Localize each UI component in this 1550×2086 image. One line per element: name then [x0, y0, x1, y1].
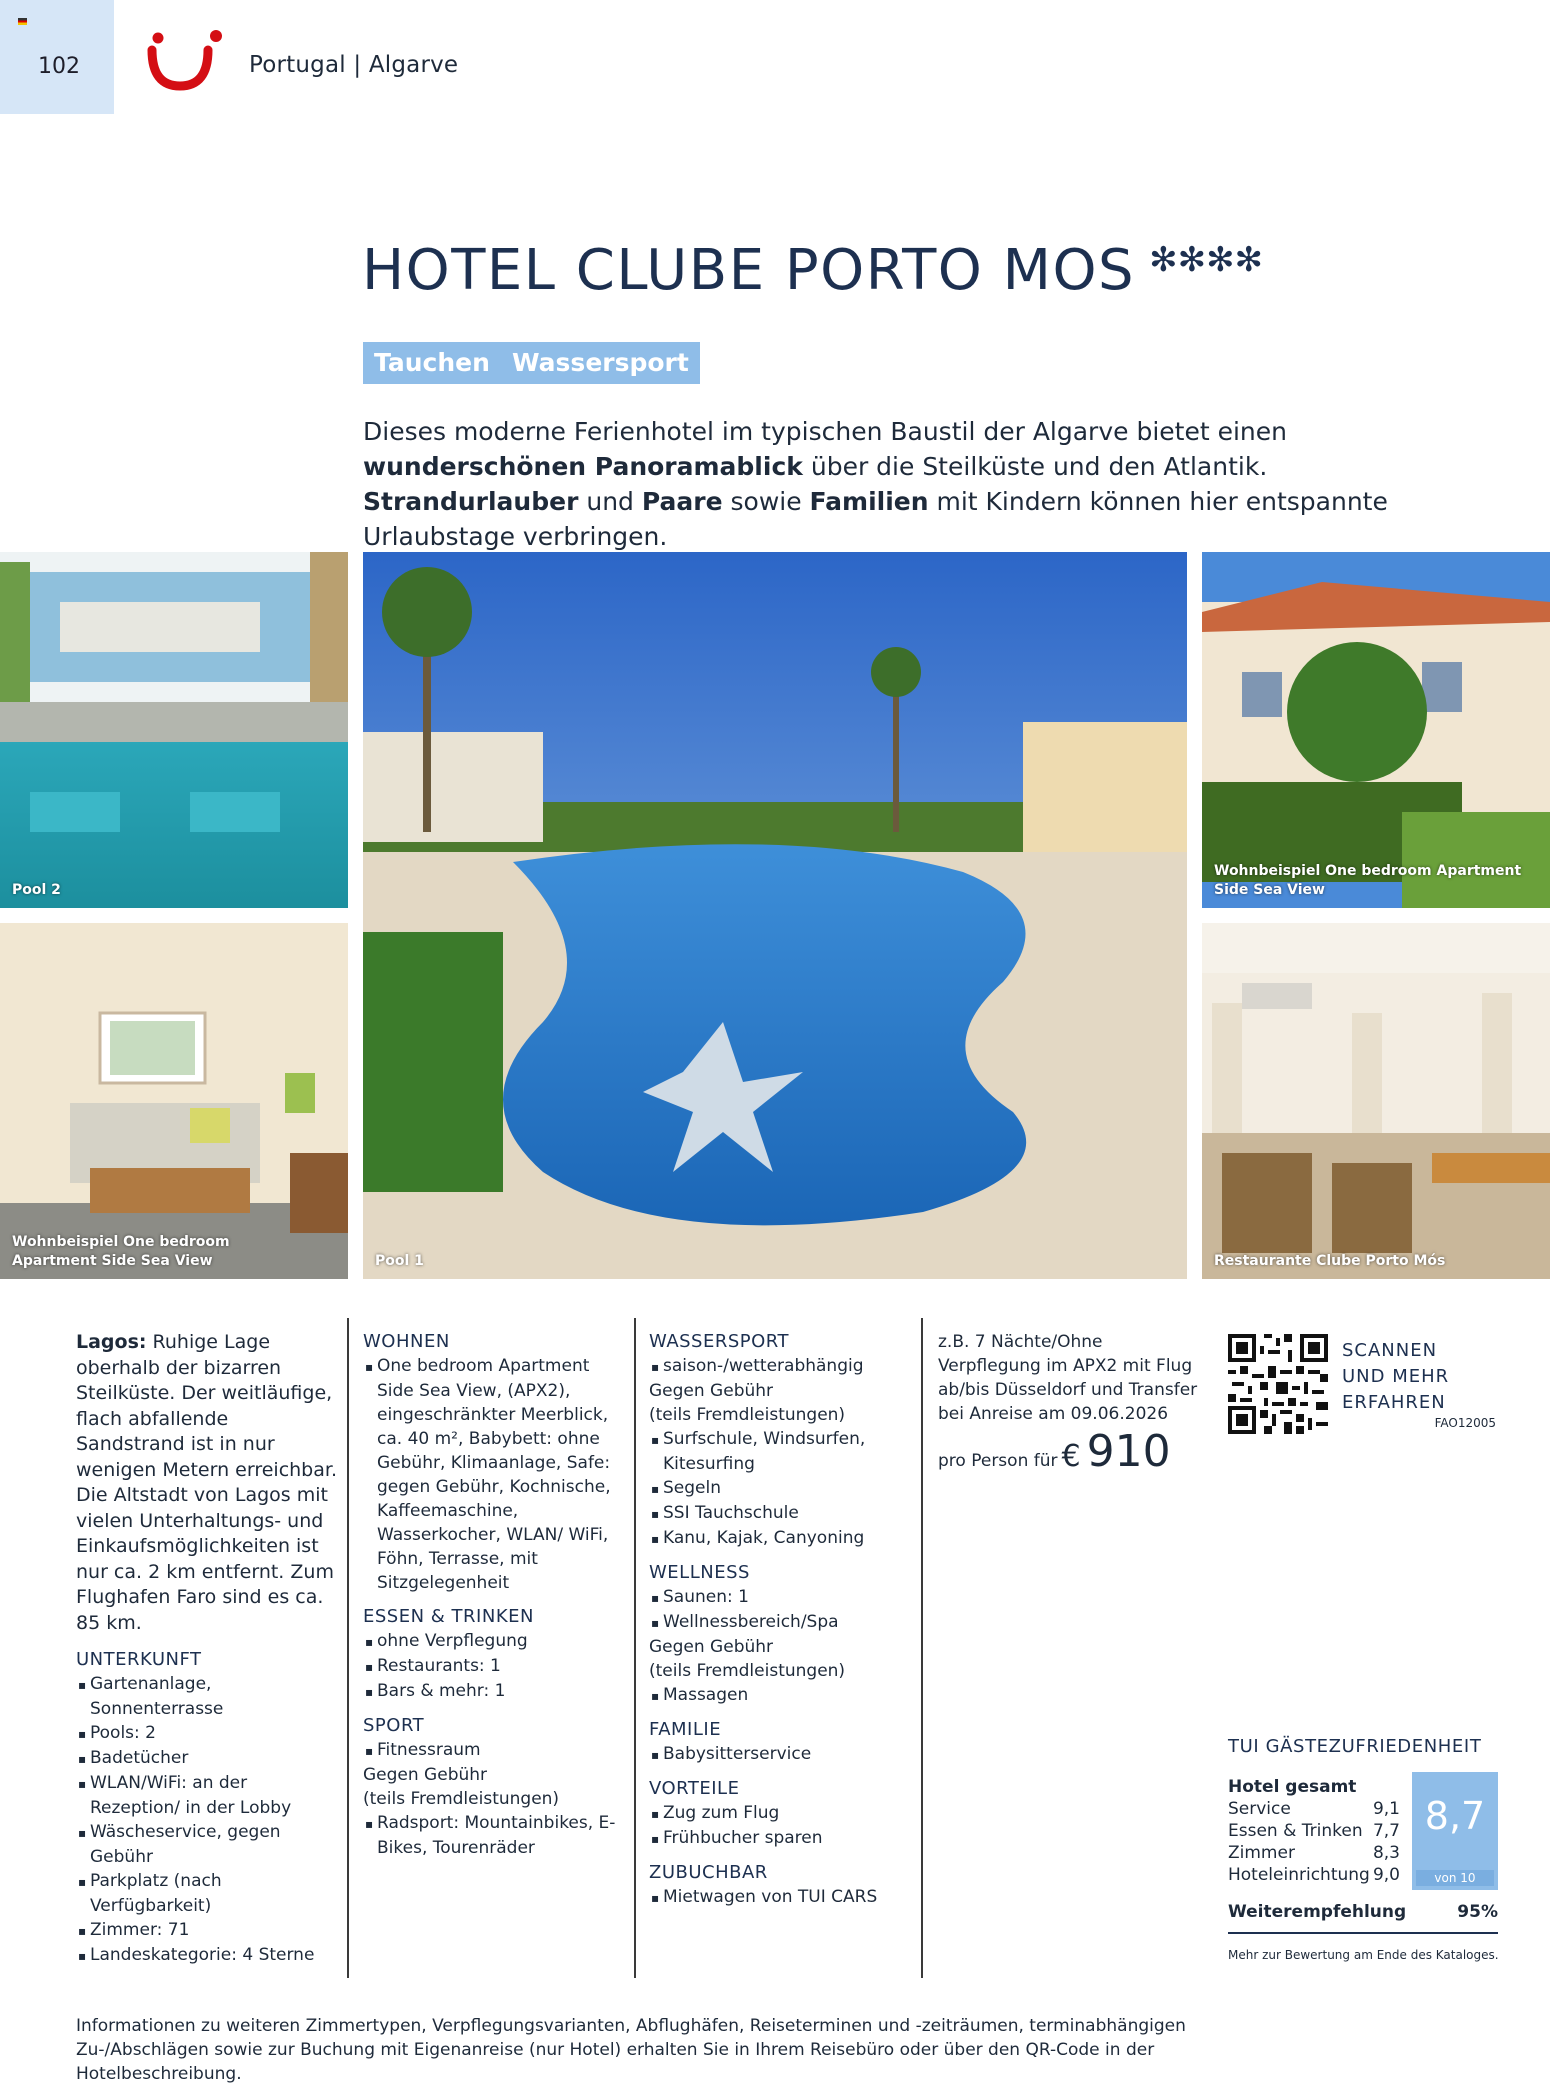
- list-item: ▪ ohne Verpflegung: [363, 1629, 621, 1654]
- price-description: z.B. 7 Nächte/Ohne Verpflegung im APX2 mit Flug ab/bis Düsseldorf und Transfer bei Anreise am 09.06.2026: [938, 1332, 1198, 1424]
- list-item: ▪ saison-/wetterabhängig: [649, 1354, 911, 1379]
- list-item: ▪ Bars & mehr: 1: [363, 1679, 621, 1704]
- list-item: ▪ Babysitterservice: [649, 1742, 911, 1767]
- footer-note: Informationen zu weiteren Zimmertypen, Verpflegungsvarianten, Abflughäfen, Reiseterminen und -zeiträumen, terminabhängigen Zu-/Abschlägen sowie zur Buchung mit Eigenanreise (nur Hotel) erhalten Sie in Ihrem Reisebüro oder über den QR-Code in der Hotelbeschreibung.: [76, 2016, 1186, 2084]
- section-title-familie: FAMILIE: [649, 1719, 722, 1740]
- page-number: 102: [38, 54, 80, 79]
- column-divider: [634, 1318, 636, 1978]
- price-value: 910: [1086, 1426, 1171, 1477]
- overall-score: 8,7: [1424, 1794, 1486, 1838]
- photo-label: Wohnbeispiel One bedroom Apartment Side Sea View: [1214, 863, 1522, 898]
- recommendation-row: [1228, 1902, 1498, 1922]
- intro-text: Dieses moderne Ferienhotel im typischen Baustil der Algarve bietet einen wunderschönen Panoramablick über die Steilküste und den Atlantik. Strandurlauber und Paare sowie Familien mit Kindern können hier entspannte Urlaubstage verbringen.: [363, 417, 1388, 551]
- score-scale: von 10: [1416, 1870, 1494, 1886]
- list-item: ▪ Pools: 2: [76, 1721, 338, 1746]
- section-title-wohnen: WOHNEN: [363, 1331, 450, 1352]
- rating-table: [1228, 1776, 1400, 1886]
- price-line: [938, 1426, 1208, 1477]
- fee-note: Gegen Gebühr: [363, 1765, 488, 1785]
- list-item: ▪ Frühbucher sparen: [649, 1826, 911, 1851]
- list-item: ▪ WLAN/WiFi: an der Rezeption/ in der Lobby: [76, 1771, 338, 1820]
- list-item: ▪ Fitnessraum: [363, 1738, 621, 1763]
- fee-note: Gegen Gebühr: [649, 1381, 774, 1401]
- price-currency: €: [1061, 1439, 1081, 1474]
- qr-code[interactable]: [1228, 1334, 1328, 1434]
- list-item: ▪ Surfschule, Windsurfen, Kitesurfing: [649, 1427, 911, 1476]
- photo-label: Wohnbeispiel One bedroom Apartment Side Sea View: [12, 1234, 230, 1269]
- list-item: ▪ Zimmer: 71: [76, 1918, 338, 1943]
- fee-note: Gegen Gebühr: [649, 1637, 774, 1657]
- list-item: ▪ Kanu, Kajak, Canyoning: [649, 1526, 911, 1551]
- column-divider: [921, 1318, 923, 1978]
- list-item: ▪ Wellnessbereich/Spa: [649, 1610, 911, 1635]
- hotel-title-block: [362, 238, 1263, 303]
- list-item: ▪ One bedroom Apartment Side Sea View, (APX2), eingeschränkter Meerblick, ca. 40 m², Babybett: ohne Gebühr, Klimaanlage, Safe: gegen Gebühr, Kochnische, Kaffeemaschine, Wasserkocher, WLAN/ WiFi, Föhn, Terrasse, mit Sitzgelegenheit: [363, 1354, 621, 1595]
- fee-note: (teils Fremdleistungen): [363, 1789, 560, 1809]
- rating-title: TUI GÄSTEZUFRIEDENHEIT: [1228, 1736, 1482, 1757]
- tag-wassersport: Wassersport: [501, 342, 700, 384]
- list-item: ▪ Massagen: [649, 1683, 911, 1708]
- rating-row: Hoteleinrichtung 9,0: [1228, 1865, 1400, 1885]
- divider: [1228, 1932, 1498, 1934]
- tag-tauchen: Tauchen: [363, 342, 501, 384]
- section-title-sport: SPORT: [363, 1715, 425, 1736]
- section-title-vorteile: VORTEILE: [649, 1778, 740, 1799]
- photo-restaurant: [1202, 923, 1550, 1279]
- list-item: ▪ Segeln: [649, 1476, 911, 1501]
- section-title-wassersport: WASSERSPORT: [649, 1331, 789, 1352]
- breadcrumb: Portugal | Algarve: [249, 52, 459, 78]
- star-rating: ✻✻✻✻: [1149, 240, 1264, 280]
- flag-icon: [18, 18, 27, 25]
- hotel-title: HOTEL CLUBE PORTO MOS: [362, 238, 1136, 303]
- photo-living-room: [0, 923, 348, 1279]
- photo-label: Pool 1: [375, 1253, 424, 1269]
- location-text: Lagos: Ruhige Lage oberhalb der bizarren Steilküste. Der weitläufige, flach abfallende Sandstrand ist in nur wenigen Metern erreichbar. Die Altstadt von Lagos mit vielen Unterhaltungs- und Einkaufsmöglichkeiten ist nur ca. 2 km entfernt. Zum Flughafen Faro sind es ca. 85 km.: [76, 1331, 337, 1634]
- list-item: ▪ Badetücher: [76, 1746, 338, 1771]
- list-item: ▪ Mietwagen von TUI CARS: [649, 1885, 911, 1910]
- rating-row: Essen & Trinken 7,7: [1228, 1821, 1400, 1841]
- recommendation-label: Weiterempfehlung: [1228, 1902, 1407, 1922]
- score-badge: [1412, 1772, 1498, 1890]
- section-title-unterkunft: UNTERKUNFT: [76, 1649, 202, 1670]
- rating-row: Zimmer 8,3: [1228, 1843, 1400, 1863]
- rating-row: Service 9,1: [1228, 1799, 1400, 1819]
- photo-label: Restaurante Clube Porto Mós: [1214, 1253, 1446, 1269]
- column-wohnen: [363, 1330, 621, 1860]
- section-title-wellness: WELLNESS: [649, 1562, 750, 1583]
- list-item: ▪ Landeskategorie: 4 Sterne: [76, 1943, 338, 1968]
- recommendation-value: 95%: [1457, 1902, 1498, 1922]
- qr-call-to-action: SCANNEN UND MEHR ERFAHREN: [1342, 1340, 1450, 1413]
- rating-head: Hotel gesamt: [1228, 1777, 1357, 1797]
- fee-note: (teils Fremdleistungen): [649, 1661, 846, 1681]
- photo-label: Pool 2: [12, 882, 61, 898]
- price-prefix: pro Person für: [938, 1451, 1058, 1471]
- rating-note: Mehr zur Bewertung am Ende des Kataloges.: [1228, 1948, 1499, 1962]
- section-title-essen: ESSEN & TRINKEN: [363, 1606, 534, 1627]
- qr-code-id: FAO12005: [1434, 1416, 1496, 1430]
- page-number-box: [0, 0, 114, 114]
- photo-pool-1: [363, 552, 1187, 1279]
- list-item: ▪ Parkplatz (nach Verfügbarkeit): [76, 1869, 338, 1918]
- column-divider: [347, 1318, 349, 1978]
- section-title-zubuchbar: ZUBUCHBAR: [649, 1862, 768, 1883]
- list-item: ▪ Radsport: Mountainbikes, E-Bikes, Tourenräder: [363, 1811, 621, 1860]
- list-item: ▪ Zug zum Flug: [649, 1801, 911, 1826]
- photo-apartment-exterior: [1202, 552, 1550, 908]
- fee-note: (teils Fremdleistungen): [649, 1405, 846, 1425]
- list-item: ▪ Gartenanlage, Sonnenterrasse: [76, 1672, 338, 1721]
- photo-pool-2: [0, 552, 348, 908]
- tui-logo: [146, 28, 226, 96]
- list-item: ▪ Wäscheservice, gegen Gebühr: [76, 1820, 338, 1869]
- list-item: ▪ SSI Tauchschule: [649, 1501, 911, 1526]
- column-wassersport: [649, 1330, 911, 1910]
- list-item: ▪ Saunen: 1: [649, 1585, 911, 1610]
- price-block: [938, 1330, 1208, 1477]
- list-item: ▪ Restaurants: 1: [363, 1654, 621, 1679]
- rating-box: [1228, 1772, 1498, 1892]
- column-location: [76, 1330, 338, 1968]
